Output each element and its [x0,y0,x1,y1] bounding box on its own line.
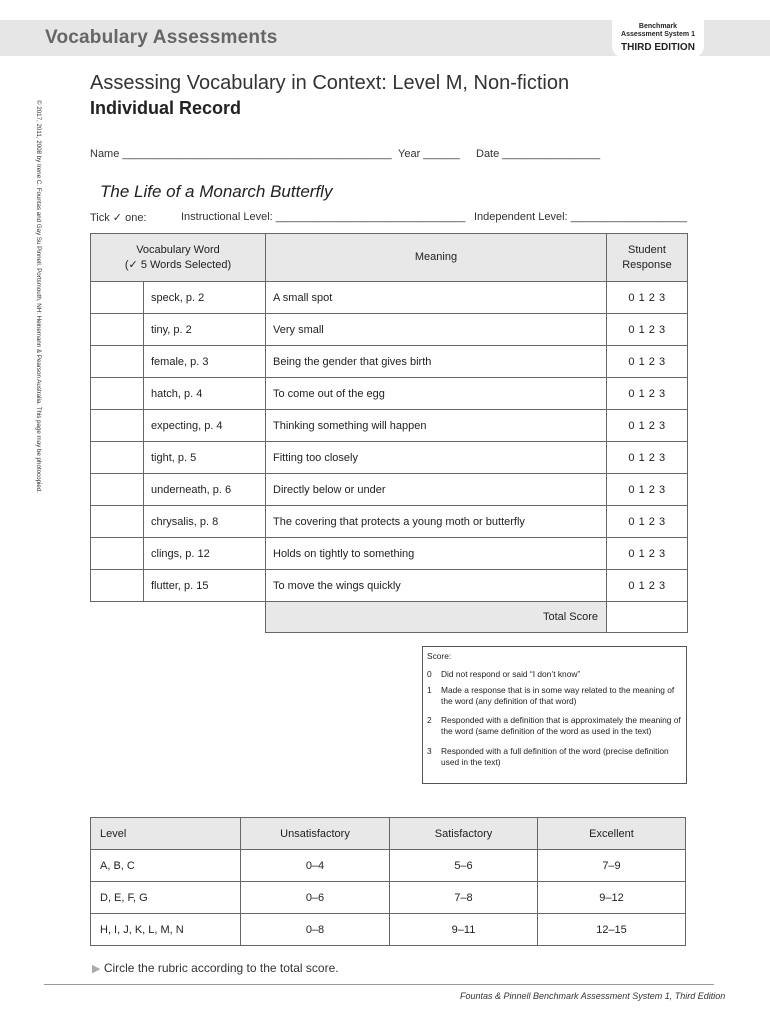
total-score-cell [607,602,688,633]
select-checkbox-cell[interactable] [91,346,144,378]
score-key-text: Responded with a definition that is approximately the meaning of the word (same definition of the word as used in the text) [441,715,681,736]
rubric-col-unsatisfactory: Unsatisfactory [241,818,390,850]
col-vocab-word [91,234,266,282]
footer-divider [44,984,714,985]
score-key-number: 0 [427,669,432,679]
vocab-word: flutter, p. 15 [144,570,266,602]
response-options[interactable]: 0 1 2 3 [607,442,688,474]
response-options[interactable]: 0 1 2 3 [607,314,688,346]
rubric-col-satisfactory: Satisfactory [390,818,538,850]
vocab-meaning: The covering that protects a young moth or butterfly [266,506,607,538]
rubric-satisfactory: 9–11 [390,914,538,946]
select-checkbox-cell[interactable] [91,442,144,474]
vocab-row [91,474,688,506]
vocab-row [91,538,688,570]
vocab-word: expecting, p. 4 [144,410,266,442]
footer-text: Fountas & Pinnell Benchmark Assessment System 1, Third Edition [460,991,726,1001]
rubric-row [91,882,686,914]
col-vocab-word-line1: Vocabulary Word [136,243,220,256]
year-field: Year ______ [398,148,460,160]
rubric-table [90,817,686,946]
col-response-line2: Response [622,258,672,271]
select-checkbox-cell[interactable] [91,474,144,506]
total-score-label: Total Score [266,602,607,633]
response-options[interactable]: 0 1 2 3 [607,410,688,442]
score-key [422,646,687,784]
response-options[interactable]: 0 1 2 3 [607,570,688,602]
vocab-row [91,410,688,442]
rubric-unsatisfactory: 0–8 [241,914,390,946]
rubric-unsatisfactory: 0–6 [241,882,390,914]
copyright-vertical [33,100,43,500]
vocab-meaning: Holds on tightly to something [266,538,607,570]
total-score-row [91,602,688,633]
rubric-row [91,850,686,882]
rubric-excellent: 9–12 [538,882,686,914]
rubric-col-level: Level [91,818,241,850]
page-title: Assessing Vocabulary in Context: Level M, Non-fiction [90,72,570,94]
col-meaning: Meaning [266,234,607,282]
vocab-word: underneath, p. 6 [144,474,266,506]
select-checkbox-cell[interactable] [91,282,144,314]
vocab-meaning: Being the gender that gives birth [266,346,607,378]
select-checkbox-cell[interactable] [91,410,144,442]
response-options[interactable]: 0 1 2 3 [607,378,688,410]
page-subtitle: Individual Record [90,98,242,118]
col-response [607,234,688,282]
rubric-excellent: 12–15 [538,914,686,946]
vocab-word: clings, p. 12 [144,538,266,570]
vocab-row [91,378,688,410]
vocab-meaning: Directly below or under [266,474,607,506]
rubric-excellent: 7–9 [538,850,686,882]
vocab-word: hatch, p. 4 [144,378,266,410]
rubric-level: H, I, J, K, L, M, N [91,914,241,946]
score-key-heading: Score: [427,651,452,661]
response-options[interactable]: 0 1 2 3 [607,506,688,538]
rubric-note [92,961,339,975]
score-key-number: 2 [427,715,432,725]
rubric-satisfactory: 5–6 [390,850,538,882]
response-options[interactable]: 0 1 2 3 [607,282,688,314]
select-checkbox-cell[interactable] [91,506,144,538]
vocab-header-row [91,234,688,282]
select-checkbox-cell[interactable] [91,378,144,410]
score-key-text: Did not respond or said “I don’t know” [441,669,581,679]
score-key-number: 1 [427,685,432,695]
vocab-word: chrysalis, p. 8 [144,506,266,538]
name-field: Name ____________________________________________ [90,148,392,160]
rubric-col-excellent: Excellent [538,818,686,850]
vocab-row [91,346,688,378]
response-options[interactable]: 0 1 2 3 [607,474,688,506]
score-key-number: 3 [427,746,432,756]
response-options[interactable]: 0 1 2 3 [607,346,688,378]
vocab-meaning: To move the wings quickly [266,570,607,602]
vocab-meaning: Thinking something will happen [266,410,607,442]
vocabulary-table [90,233,688,633]
rubric-note-text: Circle the rubric according to the total score. [103,961,339,975]
select-checkbox-cell[interactable] [91,570,144,602]
vocab-word: tiny, p. 2 [144,314,266,346]
rubric-unsatisfactory: 0–4 [241,850,390,882]
vocab-word: tight, p. 5 [144,442,266,474]
book-title: The Life of a Monarch Butterfly [100,182,333,201]
vocab-row [91,570,688,602]
independent-level: Independent Level: ___________________ [474,211,687,223]
badge-line-3: THIRD EDITION [621,42,695,53]
vocab-word: speck, p. 2 [144,282,266,314]
select-checkbox-cell[interactable] [91,538,144,570]
vocab-meaning: A small spot [266,282,607,314]
col-vocab-word-line2: (✓ 5 Words Selected) [124,258,232,271]
rubric-row [91,914,686,946]
col-response-line1: Student [628,243,666,256]
vocab-row [91,442,688,474]
rubric-level: A, B, C [91,850,241,882]
response-options[interactable]: 0 1 2 3 [607,538,688,570]
vocab-word: female, p. 3 [144,346,266,378]
edition-badge [612,20,704,58]
tick-label: Tick ✓ one: [90,212,147,224]
rubric-level: D, E, F, G [91,882,241,914]
badge-line-1: Benchmark [638,23,678,30]
vocab-meaning: To come out of the egg [266,378,607,410]
copyright-text: © 2017, 2011, 2008 by Irene C. Fountas and Gay Su Pinnell. Portsmouth, NH: Heinemann & Pearson Australia. This page may be photocopied. [35,100,42,493]
vocab-meaning: Fitting too closely [266,442,607,474]
instructional-level: Instructional Level: _______________________________ [181,211,466,223]
vocab-meaning: Very small [266,314,607,346]
date-field: Date ________________ [476,148,601,160]
banner-title: Vocabulary Assessments [45,27,278,48]
select-checkbox-cell[interactable] [91,314,144,346]
vocab-row [91,282,688,314]
rubric-satisfactory: 7–8 [390,882,538,914]
vocab-row [91,314,688,346]
triangle-bullet-icon: ▶ [92,963,101,975]
score-key-text: Responded with a full definition of the word (precise definition used in the text) [441,746,669,767]
rubric-header-row [91,818,686,850]
vocab-row [91,506,688,538]
badge-line-2: Assessment System 1 [621,31,695,38]
score-key-text: Made a response that is in some way related to the meaning of the word (any definition of that word) [441,685,675,706]
